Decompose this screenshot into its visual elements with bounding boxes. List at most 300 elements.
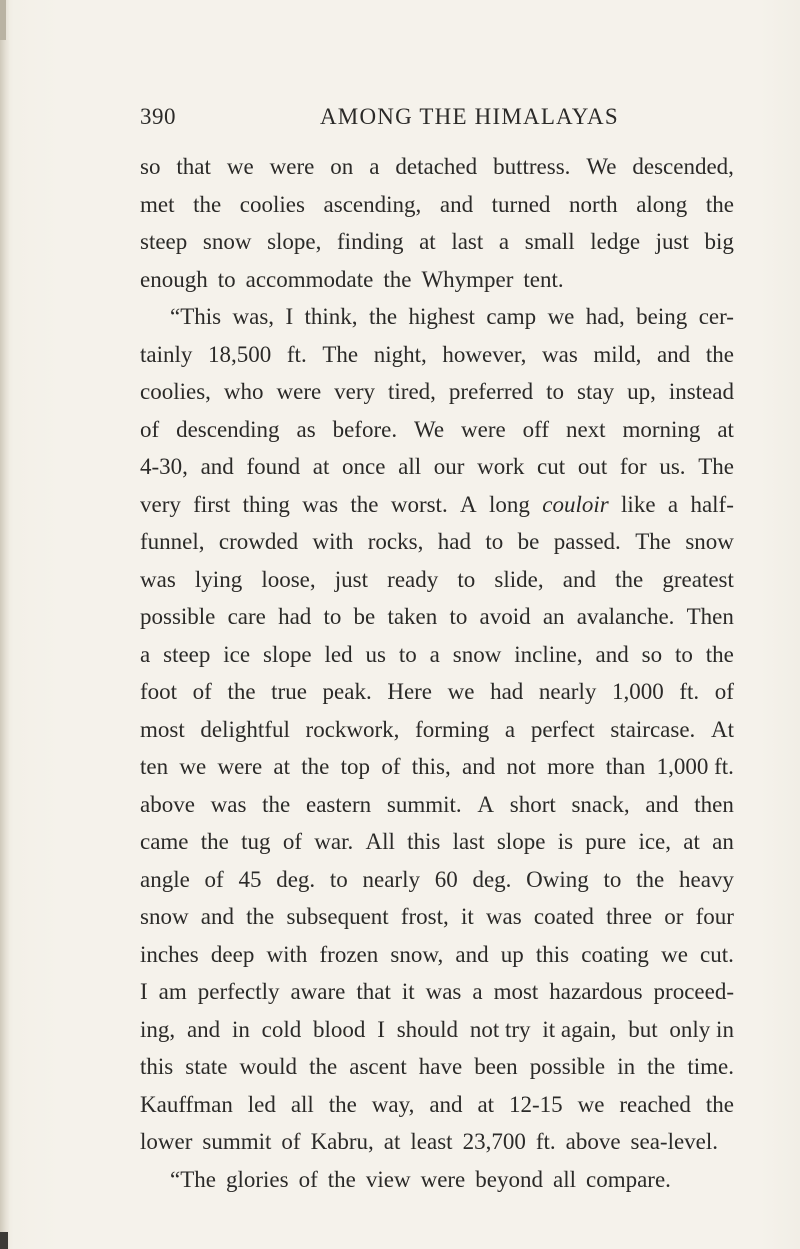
word: was [210,791,247,817]
word: ice [223,641,251,667]
word: it again, [542,1016,617,1042]
word: however, [442,341,527,367]
word: top [340,754,371,779]
word: all [290,1091,314,1117]
word: We [586,154,617,179]
word: and [429,1091,463,1117]
word: was [302,491,339,517]
word: or [664,904,684,929]
word: this [140,1054,174,1079]
text-line [140,1161,734,1199]
running-head: AMONG THE HIMALAYAS [320,104,619,129]
word: the [309,1054,338,1079]
word: ten [140,754,169,779]
text-line [140,298,734,336]
word: couloir [542,491,609,517]
word: sea-level. [630,1129,719,1154]
word: snack, [571,791,630,817]
word: snow [452,641,502,667]
word: the [246,904,275,929]
word: the [200,829,229,854]
word: The [322,341,359,367]
word: the [262,791,291,817]
word: All [365,829,395,854]
word: very [334,379,376,404]
word: “This [170,304,222,329]
word: would [239,1054,298,1079]
word: nearly [538,679,597,704]
word: camp [486,304,537,329]
word: just [655,229,689,254]
word: work [477,454,525,479]
page-header [0,104,800,140]
word: and [186,1016,221,1042]
word: a [667,491,679,517]
word: cold [261,1016,302,1042]
word: had [490,679,524,704]
word: we [547,304,575,329]
word: once [342,454,386,479]
word: were [269,154,315,179]
word: summit. [386,791,462,817]
word: and [645,791,679,817]
word: frozen [319,941,379,967]
word: we [226,154,254,179]
word: we [661,941,688,967]
text-line [140,673,734,711]
page-number: 390 [140,104,176,129]
word: snow [140,904,189,929]
word: am [158,979,187,1004]
word: delightful [200,716,290,742]
word: crowded [218,529,299,554]
word: morning [622,416,701,442]
word: three [606,904,653,929]
word: at [383,1129,401,1154]
word: A [460,491,477,517]
word: frost, [400,904,449,929]
word: to [485,529,504,554]
word: should [396,1016,459,1042]
word: and [562,566,596,592]
word: finding [337,229,404,254]
word: ing, [140,1016,176,1042]
word: then [694,791,734,817]
word: Owing [526,866,589,892]
word: nearly [362,866,420,892]
word: we [179,754,207,779]
word: but [628,1016,658,1042]
text-line [140,523,734,561]
word: A [477,791,495,817]
word: Kabru, [310,1129,374,1154]
word: to [323,604,342,629]
text-line [140,486,734,524]
word: who [223,379,264,404]
word: this [407,829,441,854]
word: was, [232,304,275,329]
word: avalanche. [576,604,675,629]
word: hazardous [549,979,643,1004]
word: At [710,716,734,742]
word: highest [408,304,475,329]
text-line [140,223,734,261]
word: war. [314,829,354,854]
spine-shadow [0,0,10,1249]
text-line [140,561,734,599]
word: glories [225,1166,289,1192]
word: before. [332,416,398,442]
text-line [140,261,734,299]
word: we [447,679,475,704]
word: next [565,416,606,442]
text-line [140,1011,734,1049]
word: more [547,754,595,779]
word: with [312,529,354,554]
word: most [140,716,185,742]
word: 45 [238,866,262,892]
word: last [451,229,484,254]
word: an [712,829,734,854]
word: were [420,1166,466,1192]
word: avoid [479,604,531,629]
word: in [617,1054,636,1079]
word: had, [585,304,625,329]
word: of [298,1166,318,1192]
word: of [192,679,212,704]
word: care [227,604,266,629]
word: to [674,641,693,667]
word: the [193,191,222,217]
word: so [641,641,663,667]
word: the [301,754,330,779]
word: state [185,1054,228,1079]
word: coolies [239,191,305,217]
word: least [410,1129,453,1154]
text-line [140,1048,734,1086]
word: incline, [514,641,583,667]
word: reached [619,1091,691,1117]
word: The [698,454,734,479]
word: way, [371,1091,415,1117]
word: was [140,566,176,592]
word: for [619,454,647,479]
word: the [327,1166,356,1192]
text-line [140,336,734,374]
word: detached [395,154,478,179]
word: 1,000 ft. [656,754,734,779]
word: coolies, [140,379,211,404]
word: not [506,754,536,779]
word: as [296,416,316,442]
word: the [350,491,379,517]
word: was [542,341,578,367]
word: We [414,416,445,442]
word: The [635,529,671,554]
word: our [433,454,465,479]
word: turned [491,191,551,217]
word: ft. [679,679,700,704]
word: ft. [535,1129,556,1154]
word: last [452,829,485,854]
word: rockwork, [305,716,400,742]
word: time. [687,1054,734,1079]
word: subsequent [286,904,389,929]
word: 60 [434,866,458,892]
word: coated [533,904,594,929]
page-edge-mark [0,0,6,40]
word: with [266,941,308,967]
word: night, [373,341,427,367]
word: a [498,229,510,254]
word: angle [140,866,190,892]
word: just [334,566,369,592]
word: an [542,604,565,629]
word: and [656,341,691,367]
word: pure [585,829,627,854]
word: staircase. [610,716,696,742]
word: thing [242,491,290,517]
word: taken [387,604,438,629]
text-line [140,186,734,224]
text-line [140,786,734,824]
word: 23,700 [462,1129,526,1154]
word: buttress. [493,154,571,179]
word: it [401,979,415,1004]
word: descending [176,416,280,442]
word: long [489,491,530,517]
word: lower [140,1129,193,1154]
text-line [140,148,734,186]
word: came [140,829,189,854]
body-text [140,148,734,1198]
word: four [695,904,734,929]
word: along [636,191,688,217]
word: first [193,491,231,517]
word: the [705,1091,734,1117]
word: deg. [472,866,512,892]
word: blood [313,1016,366,1042]
word: and [439,191,474,217]
word: the [705,191,734,217]
word: tainly [140,341,193,367]
word: of [204,866,224,892]
word: stay [577,379,615,404]
word: were [217,754,263,779]
word: half- [690,491,734,517]
word: slide, [494,566,544,592]
word: perfectly [197,979,280,1004]
word: slope [263,641,312,667]
word: north [569,191,618,217]
word: had [278,604,312,629]
word: met [140,191,175,217]
word: the [615,566,644,592]
word: was [485,904,522,929]
word: forming [415,716,490,742]
word: 4-30, [140,454,188,479]
word: snow, [390,941,444,967]
word: ice, [638,829,671,854]
word: deep [210,941,255,967]
word: rocks, [367,529,424,554]
word: at [717,416,734,442]
word: above [140,791,195,817]
word: slope, [267,229,322,254]
word: snow [202,229,252,254]
word: be [353,604,376,629]
text-line [140,1086,734,1124]
word: and [200,904,234,929]
word: that [356,979,391,1004]
word: a [140,641,151,667]
word: aware [290,979,346,1004]
word: this [535,941,570,967]
word: were [276,379,322,404]
word: that [176,154,211,179]
word: a [369,154,380,179]
word: eastern [306,791,372,817]
word: and [462,754,496,779]
word: the [383,266,412,292]
word: greatest [662,566,734,592]
word: out [577,454,608,479]
word: us [365,641,386,667]
word: the [647,1054,676,1079]
word: proceed- [653,979,734,1004]
word: is [557,829,574,854]
word: possible [140,604,216,629]
word: it [460,904,474,929]
word: off [522,416,550,442]
word: snow [685,529,734,554]
word: all [552,1166,576,1192]
word: on [330,154,354,179]
word: ft. [286,341,307,367]
word: think, [304,304,358,329]
word: Kauffman [140,1091,233,1117]
word: compare. [585,1166,671,1192]
word: to [546,379,565,404]
word: instead [668,379,734,404]
word: up, [627,379,656,404]
word: small [524,229,575,254]
word: true [271,679,307,704]
word: cut [537,454,566,479]
word: was [425,979,462,1004]
word: very [140,491,181,517]
word: possible [529,1054,606,1079]
text-line [140,598,734,636]
word: view [365,1166,411,1192]
word: coating [581,941,649,967]
word: to [449,604,468,629]
word: above [565,1129,621,1154]
word: ascending, [323,191,422,217]
word: to [457,566,476,592]
word: a [504,716,516,742]
word: Whymper [421,266,514,292]
word: being [636,304,688,329]
word: I [140,979,148,1004]
text-line [140,636,734,674]
word: like [621,491,656,517]
word: at [683,829,700,854]
text-line [140,898,734,936]
word: the [705,641,734,667]
word: and [455,941,489,967]
word: us. [659,454,686,479]
word: enough [140,266,208,292]
word: most [493,979,539,1004]
word: tent. [523,266,564,292]
word: so [140,154,161,179]
word: mild, [593,341,642,367]
word: been [474,1054,518,1079]
word: the [328,1091,357,1117]
word: found [246,454,301,479]
text-line [140,973,734,1011]
word: steep [163,641,211,667]
word: beyond [475,1166,543,1192]
text-line [140,1123,734,1161]
word: I [285,304,294,329]
word: lying [194,566,243,592]
word: and [595,641,629,667]
word: Then [686,604,734,629]
text-line [140,411,734,449]
word: peak. [322,679,372,704]
word: at [312,454,330,479]
word: funnel, [140,529,205,554]
word: led [247,1091,276,1117]
word: have [418,1054,463,1079]
word: had [437,529,471,554]
word: short [509,791,556,817]
word: Here [387,679,433,704]
text-line [140,823,734,861]
text-line [140,711,734,749]
word: of [281,1129,301,1154]
text-line [140,936,734,974]
word: tired, [388,379,436,404]
word: led [324,641,353,667]
word: 1,000 [611,679,664,704]
word: worst. [390,491,448,517]
word: to [603,866,622,892]
word: I [377,1016,385,1042]
word: ascent [349,1054,407,1079]
word: and [200,454,234,479]
word: summit [202,1129,272,1154]
word: cut. [700,941,734,967]
word: a [472,979,483,1004]
word: 12-15 [509,1091,563,1117]
word: were [461,416,506,442]
text-line [140,748,734,786]
word: at [273,754,291,779]
word: 18,500 [208,341,272,367]
word: “The [170,1166,216,1192]
word: at [477,1091,495,1117]
word: perfect [530,716,595,742]
word: ledge [590,229,641,254]
word: deg. [276,866,316,892]
word: loose, [261,566,316,592]
text-line [140,861,734,899]
word: heavy [678,866,734,892]
page-edge-mark [0,1232,8,1249]
